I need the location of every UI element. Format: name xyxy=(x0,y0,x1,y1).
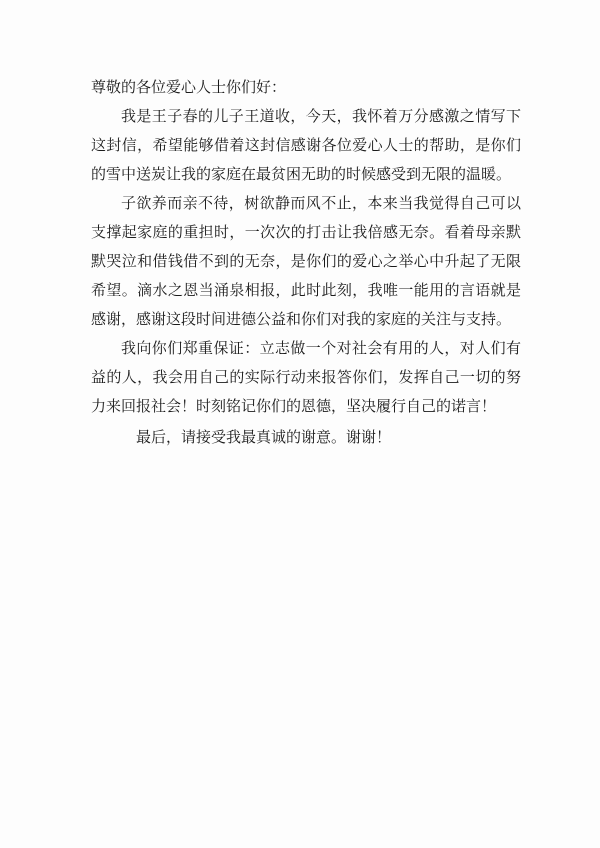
letter-greeting: 尊敬的各位爱心人士你们好： xyxy=(91,78,287,96)
letter-paragraph-2: 子欲养而亲不待，树欲静而风不止，本来当我觉得自己可以支撑起家庭的重担时，一次次的打击让我倍感无奈。看着母亲默默哭泣和借钱借不到的无奈，是你们的爱心之举心中升起了无限希望。滴水之恩当涌泉相报，此时此刻，我唯一能用的言语就是感谢，感谢这段时间进德公益和你们对我的家庭的关注与支持。 xyxy=(91,194,521,328)
letter-closing: 最后，请接受我最真诚的谢意。谢谢！ xyxy=(136,428,392,446)
letter-paragraph-1: 我是王子春的儿子王道收，今天，我怀着万分感激之情写下这封信，希望能够借着这封信感谢各位爱心人士的帮助，是你们的雪中送炭让我的家庭在最贫困无助的时候感受到无限的温暖。 xyxy=(91,107,521,183)
letter-body xyxy=(91,73,521,452)
letter-paragraph-3: 我向你们郑重保证：立志做一个对社会有用的人，对人们有益的人，我会用自己的实际行动来报答你们，发挥自己一切的努力来回报社会！时刻铭记你们的恩德，坚决履行自己的诺言！ xyxy=(91,339,521,415)
